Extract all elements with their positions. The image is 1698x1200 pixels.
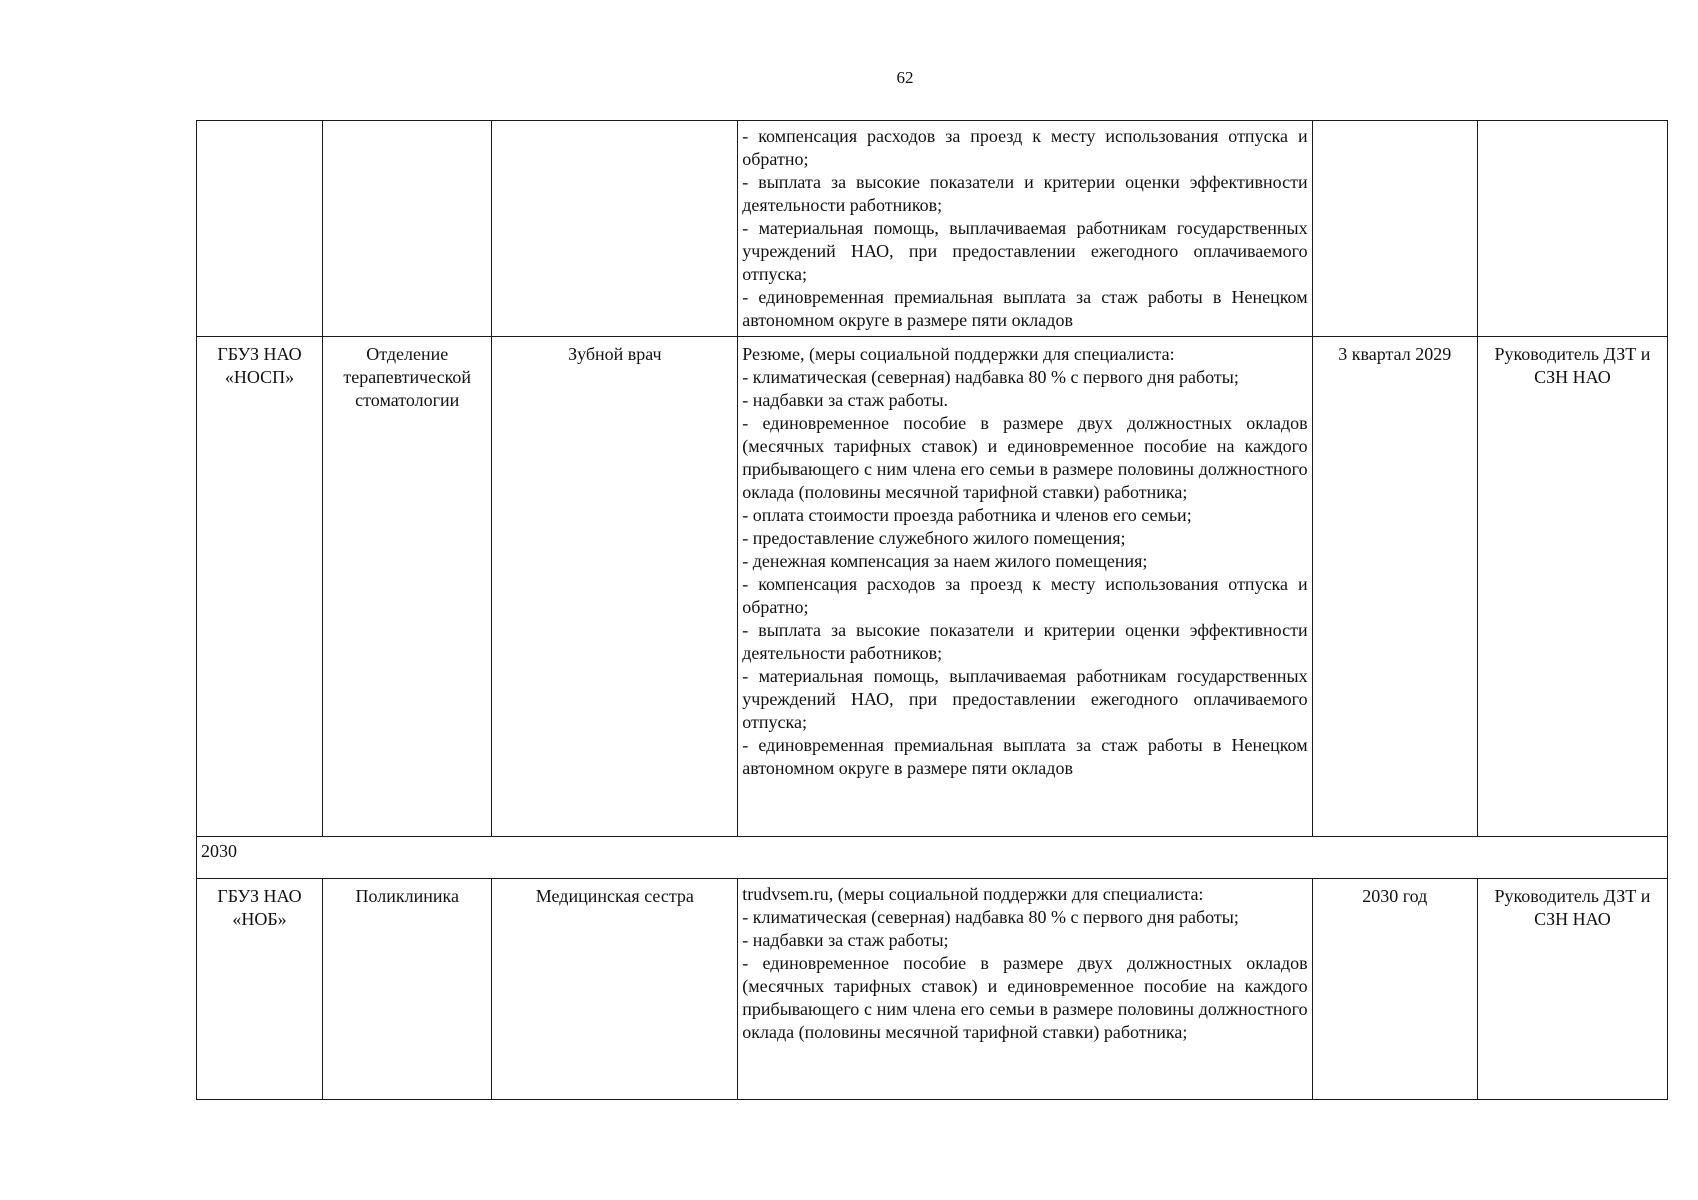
measure-line: - материальная помощь, выплачиваемая работникам государственных учреждений НАО, при предоставлении ежегодного оплачиваемого отпуска; — [742, 218, 1308, 284]
measure-line: - единовременная премиальная выплата за стаж работы в Ненецком автономном округе в размере пяти окладов — [742, 287, 1308, 330]
measure-line: - материальная помощь, выплачиваемая работникам государственных учреждений НАО, при предоставлении ежегодного оплачиваемого отпуска; — [742, 666, 1308, 732]
measure-line: - единовременное пособие в размере двух должностных окладов (месячных тарифных ставок) и единовременное пособие на каждого прибывающего с ним члена его семьи в размере половины должностного оклада (половины месячной тарифной ставки) работника; — [742, 413, 1308, 502]
measures-cell — [738, 879, 1312, 1100]
deadline-cell — [1312, 121, 1477, 337]
table-row-continuation — [197, 121, 1668, 337]
organization-cell — [197, 121, 323, 337]
measure-line: - оплата стоимости проезда работника и членов его семьи; — [742, 505, 1192, 525]
responsible-cell — [1477, 121, 1667, 337]
measure-line: - климатическая (северная) надбавка 80 % с первого дня работы; — [742, 907, 1239, 927]
responsible-cell: Руководитель ДЗТ и СЗН НАО — [1477, 337, 1667, 837]
measure-line: - компенсация расходов за проезд к месту использования отпуска и обратно; — [742, 574, 1308, 617]
measure-line: - выплата за высокие показатели и критерии оценки эффективности деятельности работников; — [742, 172, 1308, 215]
deadline-cell: 2030 год — [1312, 879, 1477, 1100]
department-cell — [323, 121, 492, 337]
organization-cell: ГБУЗ НАО «НОБ» — [197, 879, 323, 1100]
measure-line: - единовременное пособие в размере двух должностных окладов (месячных тарифных ставок) и единовременное пособие на каждого прибывающего с ним члена его семьи в размере половины должностного оклада (половины месячной тарифной ставки) работника; — [742, 953, 1308, 1042]
page-number: 62 — [896, 68, 914, 87]
measure-line: - денежная компенсация за наем жилого помещения; — [742, 551, 1148, 571]
measures-cell — [738, 337, 1312, 837]
year-section-row — [197, 837, 1668, 879]
table-row — [197, 879, 1668, 1100]
position-cell — [492, 121, 738, 337]
measure-line: - единовременная премиальная выплата за стаж работы в Ненецком автономном округе в размере пяти окладов — [742, 735, 1308, 778]
measure-line: - выплата за высокие показатели и критерии оценки эффективности деятельности работников; — [742, 620, 1308, 663]
measures-cell — [738, 121, 1312, 337]
deadline-cell: 3 квартал 2029 — [1312, 337, 1477, 837]
measure-line: - надбавки за стаж работы; — [742, 930, 949, 950]
position-cell: Зубной врач — [492, 337, 738, 837]
department-cell: Поликлиника — [323, 879, 492, 1100]
measure-line: - климатическая (северная) надбавка 80 % с первого дня работы; — [742, 367, 1239, 387]
measures-table — [196, 120, 1668, 1100]
measure-line: - предоставление служебного жилого помещения; — [742, 528, 1126, 548]
measure-line: - надбавки за стаж работы. — [742, 390, 949, 410]
department-cell: Отделение терапевтической стоматологии — [323, 337, 492, 837]
responsible-cell: Руководитель ДЗТ и СЗН НАО — [1477, 879, 1667, 1100]
position-cell: Медицинская сестра — [492, 879, 738, 1100]
table-row — [197, 337, 1668, 837]
organization-cell: ГБУЗ НАО «НОСП» — [197, 337, 323, 837]
measure-line: - компенсация расходов за проезд к месту использования отпуска и обратно; — [742, 126, 1308, 169]
year-section-label: 2030 — [197, 837, 1668, 879]
measure-line: trudvsem.ru, (меры социальной поддержки для специалиста: — [742, 884, 1204, 904]
measure-line: Резюме, (меры социальной поддержки для специалиста: — [742, 344, 1175, 364]
